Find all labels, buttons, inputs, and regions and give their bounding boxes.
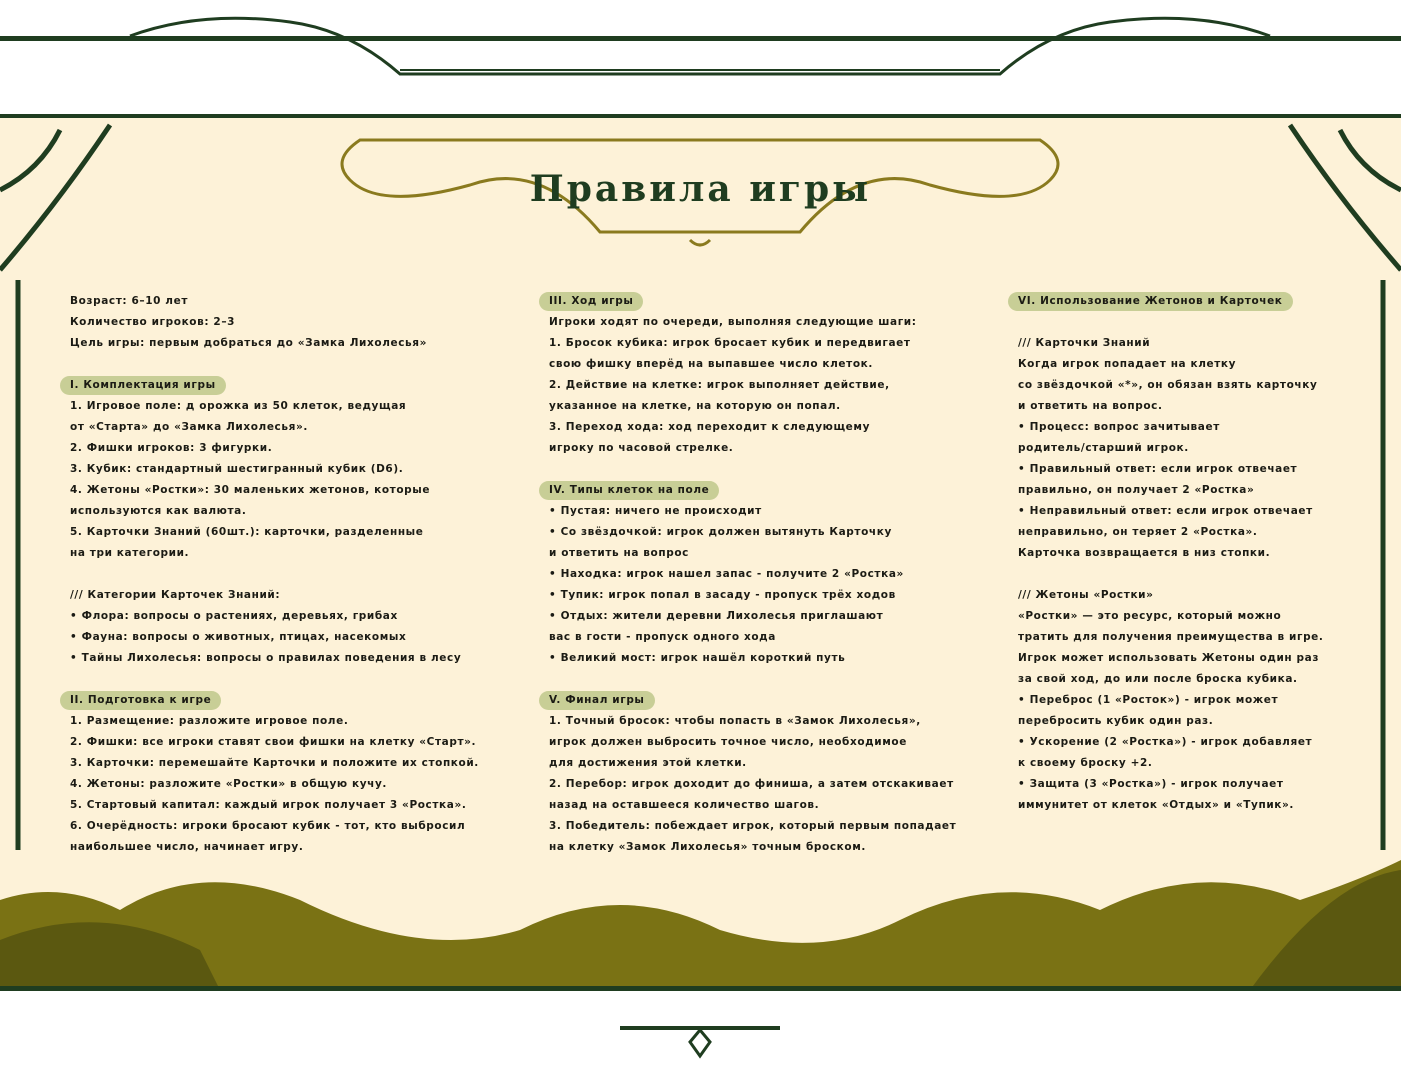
rule-text: вас в гости - пропуск одного хода	[549, 631, 776, 643]
column-middle	[549, 291, 956, 858]
rule-text: • Защита (3 «Ростка») - игрок получает	[1018, 778, 1284, 790]
rule-text: перебросить кубик один раз.	[1018, 715, 1214, 727]
rule-text: родитель/старший игрок.	[1018, 442, 1189, 454]
rule-text: /// Категории Карточек Знаний:	[70, 589, 281, 601]
rule-line	[70, 816, 479, 837]
rule-text: 2. Фишки: все игроки ставят свои фишки на клетку «Старт».	[70, 736, 477, 748]
rule-line	[549, 753, 956, 774]
rule-line	[70, 459, 479, 480]
rule-line	[70, 648, 479, 669]
title-frame-curl	[690, 240, 710, 245]
rule-line	[1018, 711, 1324, 732]
rule-text: 5. Стартовый капитал: каждый игрок получает 3 «Ростка».	[70, 799, 467, 811]
rule-text: 1. Игровое поле: д орожка из 50 клеток, ведущая	[70, 400, 407, 412]
spacer	[70, 669, 479, 690]
rule-line	[549, 606, 956, 627]
rule-text: и ответить на вопрос.	[1018, 400, 1163, 412]
rule-text: 5. Карточки Знаний (60шт.): карточки, разделенные	[70, 526, 424, 538]
rule-text: назад на оставшееся количество шагов.	[549, 799, 820, 811]
spacer	[70, 564, 479, 585]
rule-line	[549, 501, 956, 522]
rule-text: • Ускорение (2 «Ростка») - игрок добавляет	[1018, 736, 1313, 748]
rule-text: • Правильный ответ: если игрок отвечает	[1018, 463, 1298, 475]
rule-text: от «Старта» до «Замка Лихолесья».	[70, 421, 308, 433]
rule-line	[549, 312, 956, 333]
rule-line	[1018, 669, 1324, 690]
rule-line	[549, 732, 956, 753]
rule-text: для достижения этой клетки.	[549, 757, 747, 769]
rule-text: 1. Размещение: разложите игровое поле.	[70, 715, 349, 727]
rule-line	[549, 564, 956, 585]
section-heading-row	[1018, 291, 1324, 312]
rule-line	[549, 333, 956, 354]
rule-line	[549, 711, 956, 732]
rule-line	[70, 753, 479, 774]
rule-line	[549, 438, 956, 459]
section-heading-row	[70, 375, 479, 396]
rule-text: Когда игрок попадает на клетку	[1018, 358, 1237, 370]
column-left	[70, 291, 479, 858]
rule-line	[70, 543, 479, 564]
rule-text: 1. Бросок кубика: игрок бросает кубик и передвигает	[549, 337, 911, 349]
rule-line	[1018, 648, 1324, 669]
rule-text: 3. Переход хода: ход переходит к следующему	[549, 421, 871, 433]
rule-line	[549, 648, 956, 669]
rule-text: 4. Жетоны: разложите «Ростки» в общую кучу.	[70, 778, 388, 790]
rule-text: свою фишку вперёд на выпавшее число клеток.	[549, 358, 873, 370]
section-heading: III. Ход игры	[539, 292, 643, 311]
rule-text: • Тайны Лихолесья: вопросы о правилах поведения в лесу	[70, 652, 462, 664]
rule-text: игрок должен выбросить точное число, необходимое	[549, 736, 907, 748]
rule-text: • Флора: вопросы о растениях, деревьях, грибах	[70, 610, 398, 622]
rule-text: правильно, он получает 2 «Ростка»	[1018, 484, 1255, 496]
rule-line	[549, 795, 956, 816]
rule-text: • Фауна: вопросы о животных, птицах, насекомых	[70, 631, 407, 643]
rule-line	[70, 732, 479, 753]
section-heading: I. Комплектация игры	[60, 376, 226, 395]
rule-text: 3. Победитель: побеждает игрок, который первым попадает	[549, 820, 957, 832]
rule-line	[549, 375, 956, 396]
rule-text: на клетку «Замок Лихолесья» точным броском.	[549, 841, 866, 853]
spacer	[70, 354, 479, 375]
rule-text: указанное на клетке, на которую он попал.	[549, 400, 841, 412]
rule-text: 2. Фишки игроков: 3 фигурки.	[70, 442, 273, 454]
rule-text: 3. Кубик: стандартный шестигранный кубик (D6).	[70, 463, 404, 475]
rule-line	[70, 438, 479, 459]
section-heading: II. Подготовка к игре	[60, 691, 221, 710]
rule-line	[549, 354, 956, 375]
rule-text: • Тупик: игрок попал в засаду - пропуск трёх ходов	[549, 589, 896, 601]
rule-text: неправильно, он теряет 2 «Ростка».	[1018, 526, 1258, 538]
rule-text: игроку по часовой стрелке.	[549, 442, 734, 454]
rule-line	[70, 501, 479, 522]
rule-text: /// Карточки Знаний	[1018, 337, 1151, 349]
rule-text: • Отдых: жители деревни Лихолесья приглашают	[549, 610, 884, 622]
top-ornament	[130, 18, 1270, 74]
rule-line	[70, 627, 479, 648]
rule-line	[1018, 732, 1324, 753]
section-heading: VI. Использование Жетонов и Карточек	[1008, 292, 1293, 311]
rule-line	[70, 396, 479, 417]
rule-line	[1018, 396, 1324, 417]
rule-line	[549, 522, 956, 543]
rule-text: 1. Точный бросок: чтобы попасть в «Замок Лихолесья»,	[549, 715, 921, 727]
rule-line	[70, 291, 479, 312]
rule-line	[549, 774, 956, 795]
rule-line	[549, 417, 956, 438]
rule-line	[1018, 585, 1324, 606]
panel-bottom-border	[0, 986, 1401, 991]
rule-text: • Великий мост: игрок нашёл короткий путь	[549, 652, 846, 664]
rule-line	[70, 774, 479, 795]
rule-text: иммунитет от клеток «Отдых» и «Тупик».	[1018, 799, 1294, 811]
rule-line	[70, 522, 479, 543]
spacer	[549, 669, 956, 690]
rule-line	[1018, 627, 1324, 648]
rule-line	[70, 711, 479, 732]
rule-line	[1018, 438, 1324, 459]
rule-text: Возраст: 6–10 лет	[70, 295, 189, 307]
rule-text: Цель игры: первым добраться до «Замка Лихолесья»	[70, 337, 427, 349]
rule-line	[70, 312, 479, 333]
rule-text: • Неправильный ответ: если игрок отвечает	[1018, 505, 1313, 517]
rule-line	[1018, 333, 1324, 354]
rule-line	[549, 627, 956, 648]
bottom-ornament-diamond	[690, 1030, 710, 1056]
rule-line	[549, 396, 956, 417]
rule-text: наибольшее число, начинает игру.	[70, 841, 304, 853]
rule-line	[1018, 375, 1324, 396]
section-heading-row	[70, 690, 479, 711]
rule-line	[1018, 774, 1324, 795]
rule-line	[1018, 543, 1324, 564]
rule-line	[1018, 690, 1324, 711]
section-heading: IV. Типы клеток на поле	[539, 481, 719, 500]
rule-line	[70, 795, 479, 816]
section-heading: V. Финал игры	[539, 691, 655, 710]
rule-line	[70, 606, 479, 627]
rule-text: Игроки ходят по очереди, выполняя следующие шаги:	[549, 316, 917, 328]
rule-line	[70, 480, 479, 501]
rule-line	[549, 543, 956, 564]
rule-line	[1018, 417, 1324, 438]
rule-text: используются как валюта.	[70, 505, 247, 517]
rule-text: • Пустая: ничего не происходит	[549, 505, 762, 517]
rule-line	[549, 816, 956, 837]
rule-line	[549, 585, 956, 606]
rule-line	[1018, 459, 1324, 480]
rule-text: со звёздочкой «*», он обязан взять карточку	[1018, 379, 1318, 391]
rule-text: 4. Жетоны «Ростки»: 30 маленьких жетонов, которые	[70, 484, 431, 496]
rule-text: • Переброс (1 «Росток») - игрок может	[1018, 694, 1279, 706]
section-heading-row	[549, 690, 956, 711]
rule-text: • Со звёздочкой: игрок должен вытянуть Карточку	[549, 526, 892, 538]
rule-text: /// Жетоны «Ростки»	[1018, 589, 1154, 601]
rule-line	[1018, 480, 1324, 501]
rule-text: • Процесс: вопрос зачитывает	[1018, 421, 1220, 433]
rule-line	[70, 585, 479, 606]
rule-text: 2. Перебор: игрок доходит до финиша, а затем отскакивает	[549, 778, 954, 790]
rule-text: к своему броску +2.	[1018, 757, 1153, 769]
rule-text: • Находка: игрок нашел запас - получите 2 «Ростка»	[549, 568, 904, 580]
rule-text: 3. Карточки: перемешайте Карточки и положите их стопкой.	[70, 757, 479, 769]
rule-line	[1018, 795, 1324, 816]
rule-line	[70, 417, 479, 438]
rule-text: и ответить на вопрос	[549, 547, 689, 559]
rule-line	[549, 837, 956, 858]
rule-line	[70, 333, 479, 354]
spacer	[1018, 564, 1324, 585]
rule-line	[1018, 354, 1324, 375]
rule-text: «Ростки» — это ресурс, который можно	[1018, 610, 1282, 622]
column-right	[1018, 291, 1324, 816]
section-heading-row	[549, 480, 956, 501]
rule-line	[1018, 501, 1324, 522]
spacer	[549, 459, 956, 480]
rule-line	[1018, 753, 1324, 774]
rule-text: на три категории.	[70, 547, 190, 559]
rule-text: за свой ход, до или после броска кубика.	[1018, 673, 1298, 685]
rule-text: тратить для получения преимущества в игре.	[1018, 631, 1324, 643]
rule-line	[1018, 522, 1324, 543]
rule-text: Карточка возвращается в низ стопки.	[1018, 547, 1271, 559]
page-title: Правила игры	[529, 168, 872, 210]
rule-text: Игрок может использовать Жетоны один раз	[1018, 652, 1320, 664]
rule-text: Количество игроков: 2–3	[70, 316, 236, 328]
section-heading-row	[549, 291, 956, 312]
rule-line	[1018, 606, 1324, 627]
rule-text: 6. Очерёдность: игроки бросают кубик - тот, кто выбросил	[70, 820, 466, 832]
rule-line	[70, 837, 479, 858]
rule-text: 2. Действие на клетке: игрок выполняет действие,	[549, 379, 890, 391]
spacer	[1018, 312, 1324, 333]
